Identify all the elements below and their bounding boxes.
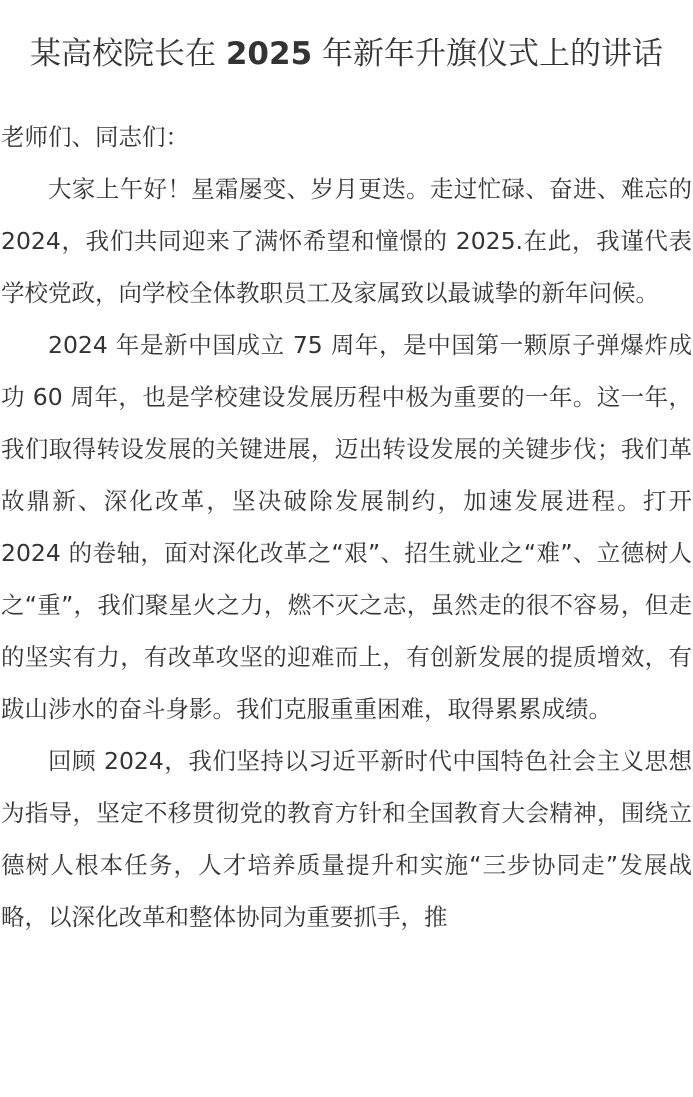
title-text-after: 年新年升旗仪式上的讲话 [312,36,663,72]
article-title [1,0,692,80]
paragraph-2: 2024 年是新中国成立 75 周年，是中国第一颗原子弹爆炸成功 60 周年，也是学校建设发展历程中极为重要的一年。这一年，我们取得转设发展的关键进展，迈出转设发展的关键步伐；我们革故鼎新、深化改革，坚决破除发展制约，加速发展进程。打开 2024 的卷轴，面对深化改革之“艰”、招生就业之“难”、立德树人之“重”，我们聚星火之力，燃不灭之志，虽然走的很不容易，但走的坚实有力，有改革攻坚的迎难而上，有创新发展的提质增效，有跋山涉水的奋斗身影。我们克服重重困难，取得累累成绩。 [1,331,692,723]
title-year: 2025 [225,36,313,72]
greeting: 老师们、同志们： [1,123,189,151]
paragraph-1: 大家上午好！星霜屡变、岁月更迭。走过忙碌、奋进、难忘的 2024，我们共同迎来了满怀希望和憧憬的 2025.在此，我谨代表学校党政，向学校全体教职员工及家属致以最诚挚的新年问候。 [1,175,692,307]
title-text-before: 某高校院长在 [30,36,226,72]
paragraph-3: 回顾 2024，我们坚持以习近平新时代中国特色社会主义思想为指导，坚定不移贯彻党的教育方针和全国教育大会精神，围绕立德树人根本任务，人才培养质量提升和实施“三步协同走”发展战略，以深化改革和整体协同为重要抓手，推 [1,747,692,931]
article-body [1,111,692,943]
